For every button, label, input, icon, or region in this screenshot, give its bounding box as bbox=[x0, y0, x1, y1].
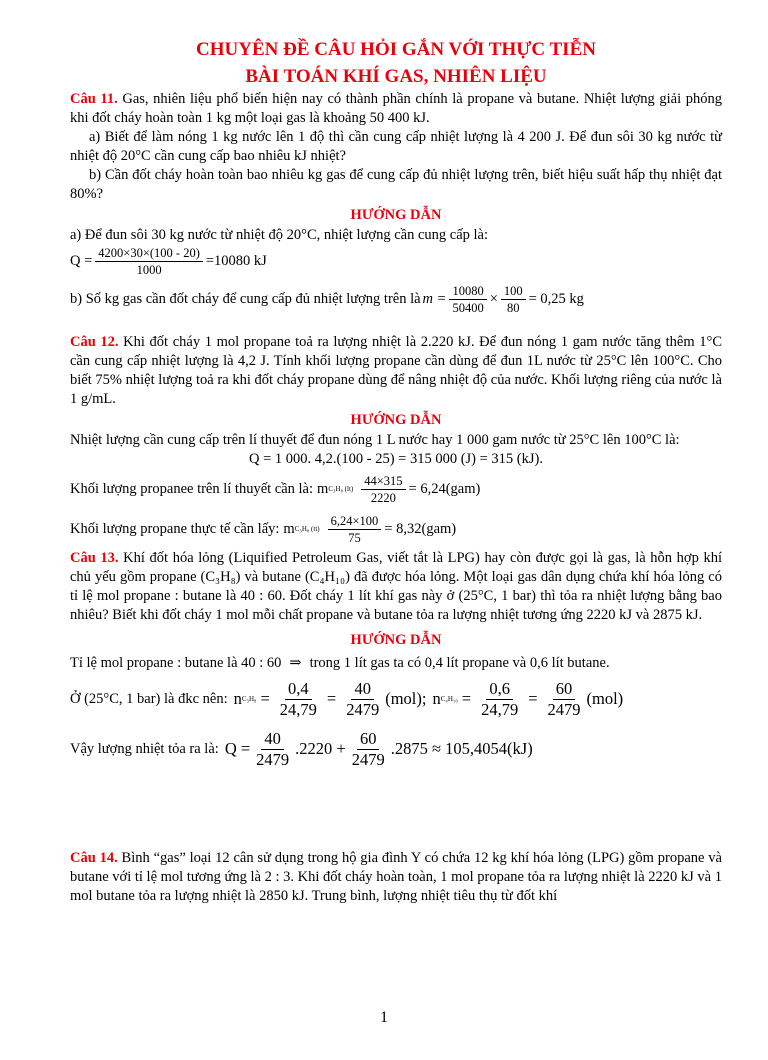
q-lhs: Q = bbox=[224, 739, 251, 758]
question-11-part-b: b) Cần đốt cháy hoàn toàn bao nhiêu kg gas để cung cấp đủ nhiệt lượng trên, biết hiệu suất hấp thụ nhiệt đạt 80%? bbox=[70, 167, 722, 202]
q13-mol-equation: n C₃H₈ = $\frac{0,4}{24,79}$ = $\frac{40}{2479}$ (mol); n C₄H₁₀ = $\frac{0,6}{24,79}$ = $\frac{60}{2479}$ (mol) bbox=[233, 678, 624, 719]
n1-num2: 40 bbox=[351, 679, 374, 700]
question-14-text: Bình “gas” loại 12 cân sử dụng trong hộ gia đình Y có chứa 12 kg khí hóa lỏng (LPG) gồm propane và butane với tỉ lệ mol tương ứng là 2 : 3. Khi đốt cháy hoàn toàn, 1 mol propane tỏa ra lượng nhiệt là 2220 kJ và 1 mol butane tỏa ra lượng nhiệt là 2850 kJ. Trung bình, lượng nhiệt tiêu thụ từ đốt khí bbox=[70, 850, 722, 904]
sol3-text: Khối lượng propanee trên lí thuyết cần là: bbox=[70, 480, 314, 497]
sol1b-text: trong 1 lít gas ta có 0,4 lít propane và 0,6 lít butane. bbox=[309, 654, 610, 671]
sol1a-text: Tỉ lệ mol propane : butane là 40 : 60 bbox=[70, 654, 282, 671]
q-fraction-1 bbox=[253, 729, 292, 770]
eq-b-fraction-1 bbox=[449, 283, 486, 316]
eq-b-lhs: m = bbox=[422, 290, 447, 307]
eq-b-den-1: 50400 bbox=[452, 300, 484, 315]
q-num1: 40 bbox=[261, 729, 284, 750]
question-11-text: Gas, nhiên liệu phổ biến hiện nay có thành phần chính là propane và butane. Nhiệt lượng giải phóng khi đốt cháy hoàn toàn 1 kg một loại gas là khoảng 50 400 kJ. bbox=[70, 91, 722, 126]
q13-solution-3 bbox=[70, 723, 722, 775]
eq3-denominator: 2220 bbox=[370, 490, 396, 505]
question-11 bbox=[70, 90, 722, 128]
question-14-label: Câu 14. bbox=[70, 850, 118, 866]
page-number: 1 bbox=[380, 1009, 388, 1026]
question-13-text: Khí đốt hóa lỏng (Liquified Petroleum Gas, viết tắt là LPG) hay còn được gọi là gas, là hỗn hợp khí chủ yếu gồm propane (C₃H₈) và butane (C₄H₁₀) đã được hóa lỏng. Một loại gas dân dụng chứa khí hóa lỏng có tỉ lệ mol propane : butane là 40 : 60. Đốt cháy 1 lít khí gas này ở (25°C, 1 bar) thì tỏa ra nhiệt lượng bằng bao nhiêu? Biết khi đốt cháy 1 mol mỗi chất propane và butane tỏa ra lượng nhiệt tương ứng 2220 kJ và 2875 kJ. bbox=[70, 550, 722, 623]
title-line-2: BÀI TOÁN KHÍ GAS, NHIÊN LIỆU bbox=[245, 66, 547, 87]
n2-fraction-1 bbox=[478, 679, 521, 720]
eq-b-fraction-2 bbox=[501, 283, 526, 316]
q-den2: 2479 bbox=[351, 749, 385, 769]
guide-heading-11: HƯỚNG DẪN bbox=[350, 207, 442, 223]
n2-num2: 60 bbox=[553, 679, 576, 700]
sol3-text-13: Vậy lượng nhiệt tỏa ra là: bbox=[70, 740, 219, 757]
eq-b-times: × bbox=[489, 290, 498, 307]
eq-b-rhs: = 0,25 kg bbox=[528, 290, 584, 307]
eq3-rhs: = 6,24(gam) bbox=[408, 480, 481, 497]
question-12-label: Câu 12. bbox=[70, 334, 119, 350]
eq3-numerator: 44×315 bbox=[361, 473, 405, 490]
n2-num: 0,6 bbox=[486, 679, 513, 700]
q13-solution-2 bbox=[70, 675, 722, 723]
question-11-part-a: a) Biết để làm nóng 1 kg nước lên 1 độ thì cần cung cấp nhiệt lượng là 4 200 J. Để đun sôi 30 kg nước từ nhiệt độ 20°C cần cung cấp bao nhiêu kJ nhiệt? bbox=[70, 129, 722, 164]
eq4-denominator: 75 bbox=[348, 530, 361, 545]
n1-sub: C₃H₈ bbox=[241, 695, 257, 703]
q-mid: .2220 + bbox=[295, 739, 346, 758]
eq-a-numerator: 4200×30×(100 - 20) bbox=[95, 245, 203, 262]
document-page bbox=[0, 36, 768, 1060]
eq3-m: m bbox=[317, 480, 329, 497]
guide-heading-12: HƯỚNG DẪN bbox=[350, 412, 442, 428]
eq-a-denominator: 1000 bbox=[136, 262, 162, 277]
question-13 bbox=[70, 549, 722, 625]
eq4-numerator: 6,24×100 bbox=[328, 513, 382, 530]
eq3-fraction bbox=[361, 473, 405, 506]
eq3-sub: C₃H₈ (lt) bbox=[328, 485, 354, 493]
eq-a-fraction bbox=[95, 245, 203, 278]
eq4-rhs: = 8,32(gam) bbox=[384, 520, 457, 537]
n1-unit: (mol); bbox=[385, 689, 427, 708]
q-fraction-2 bbox=[349, 729, 388, 770]
eq-b-den-2: 80 bbox=[507, 300, 520, 315]
q-num2: 60 bbox=[357, 729, 380, 750]
question-13-label: Câu 13. bbox=[70, 550, 119, 566]
n2-symbol: n bbox=[432, 689, 441, 708]
sol2-text: Ở (25°C, 1 bar) là đkc nên: bbox=[70, 690, 228, 707]
guide-heading-13: HƯỚNG DẪN bbox=[350, 632, 442, 648]
question-14 bbox=[70, 849, 722, 906]
title-line-1: CHUYÊN ĐỀ CÂU HỎI GẮN VỚI THỰC TIỄN bbox=[196, 39, 596, 60]
q12-solution-2: Q = 1 000. 4,2.(100 - 25) = 315 000 (J) = 315 (kJ). bbox=[249, 451, 543, 467]
n1-fraction-2 bbox=[343, 679, 382, 720]
q11-solution-b bbox=[70, 277, 722, 321]
q-den1: 2479 bbox=[256, 749, 290, 769]
sol4-text: Khối lượng propane thực tế cần lấy: bbox=[70, 520, 280, 537]
n1-den2: 2479 bbox=[346, 699, 380, 719]
n2-unit: (mol) bbox=[586, 689, 624, 708]
n1-den: 24,79 bbox=[279, 699, 317, 719]
eq-b-num-1: 10080 bbox=[449, 283, 486, 300]
q11-equation-a bbox=[70, 245, 722, 277]
q11-solution-a: a) Để đun sôi 30 kg nước từ nhiệt độ 20°C, nhiệt lượng cần cung cấp là: bbox=[70, 227, 489, 243]
implies-arrow: ⇒ bbox=[289, 654, 302, 671]
eq-a-rhs: =10080 kJ bbox=[205, 252, 267, 269]
q12-solution-1: Nhiệt lượng cần cung cấp trên lí thuyết để đun nóng 1 L nước hay 1 000 gam nước từ 25°C lên 100°C là: bbox=[70, 432, 680, 448]
question-12 bbox=[70, 333, 722, 409]
n2-den2: 2479 bbox=[547, 699, 581, 719]
n2-fraction-2 bbox=[545, 679, 584, 720]
n1-symbol: n bbox=[233, 689, 242, 708]
question-12-text: Khi đốt cháy 1 mol propane toả ra lượng nhiệt là 2.220 kJ. Để đun nóng 1 gam nước tăng thêm 1°C cần cung cấp nhiệt lượng là 4,2 J. Tính khối lượng propane cần dùng để đun 1L nước từ 25°C lên 100°C. Cho biết 75% nhiệt lượng toả ra khi đốt cháy propane dùng để nâng nhiệt độ của nước. Khối lượng riêng của nước là 1 g/mL. bbox=[70, 334, 722, 407]
eq-a-lhs: Q = bbox=[70, 252, 93, 269]
n2-den: 24,79 bbox=[481, 699, 519, 719]
n1-num: 0,4 bbox=[285, 679, 312, 700]
sol-b-text: b) Số kg gas cần đốt cháy để cung cấp đủ nhiệt lượng trên là bbox=[70, 290, 421, 307]
q13-heat-equation bbox=[225, 729, 533, 770]
q-rhs: .2875 ≈ 105,4054(kJ) bbox=[390, 739, 533, 758]
eq4-m: m bbox=[283, 520, 295, 537]
q12-solution-3 bbox=[70, 469, 722, 509]
eq4-fraction bbox=[328, 513, 382, 546]
n2-sub: C₄H₁₀ bbox=[440, 695, 458, 703]
eq4-sub: C₃H₈ (tt) bbox=[294, 525, 320, 533]
q13-solution-1 bbox=[70, 651, 722, 675]
question-11-label: Câu 11. bbox=[70, 91, 118, 107]
eq-b-num-2: 100 bbox=[501, 283, 526, 300]
q12-solution-4 bbox=[70, 509, 722, 549]
n1-fraction-1 bbox=[277, 679, 320, 720]
